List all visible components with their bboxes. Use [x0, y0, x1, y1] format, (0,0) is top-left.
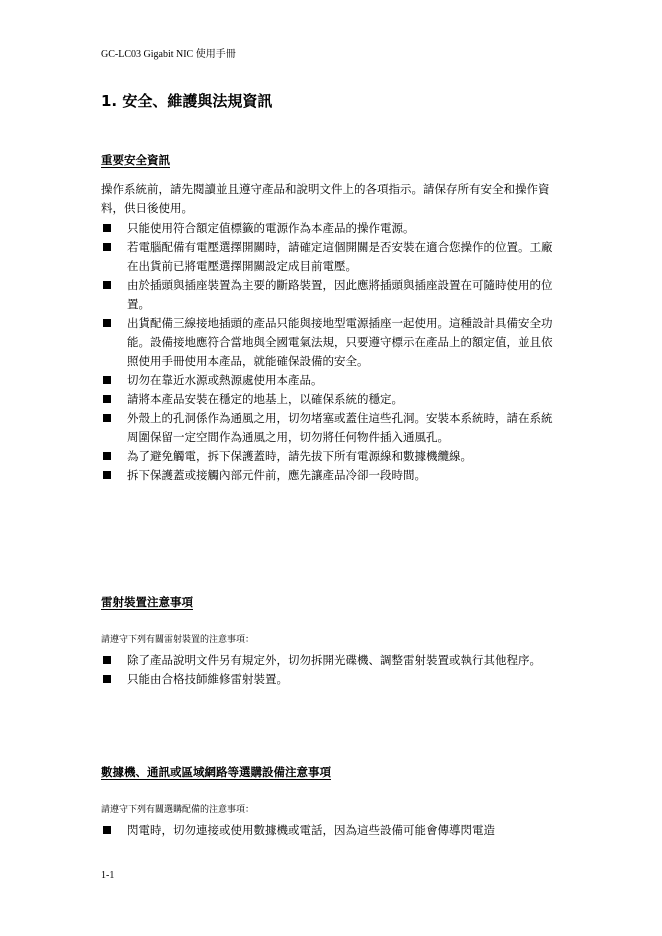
- page-number: 1-1: [101, 870, 115, 881]
- list-item: [101, 276, 561, 314]
- laser-section-title: 雷射裝置注意事項: [101, 595, 193, 609]
- list-item-text: 若電腦配備有電壓選擇開關時，請確定這個開關是否安裝在適合您操作的位置。工廠在出貨前已將電壓選擇開關設定成目前電壓。: [127, 240, 553, 273]
- laser-intro: 請遵守下列有關雷射裝置的注意事項：: [101, 635, 255, 645]
- list-item: [101, 314, 561, 371]
- list-item-text: 切勿在靠近水源或熱源處使用本產品。: [127, 373, 323, 387]
- safety-section-title: 重要安全資訊: [101, 153, 170, 167]
- chapter-title: 1. 安全、維護與法規資訊: [101, 92, 273, 110]
- running-header: GC-LC03 Gigabit NIC 使用手冊: [101, 49, 236, 60]
- list-item: [101, 238, 561, 276]
- list-item: [101, 670, 561, 689]
- list-item: [101, 409, 561, 447]
- list-item: [101, 447, 561, 466]
- list-item: [101, 390, 561, 409]
- laser-list: [101, 651, 561, 689]
- square-bullet-icon: [103, 826, 111, 834]
- safety-intro: 操作系統前，請先閱讀並且遵守產品和說明文件上的各項指示。請保存所有安全和操作資料，供日後使用。: [101, 182, 550, 215]
- modem-section-title: 數據機、通訊或區域網路等選購設備注意事項: [101, 765, 331, 779]
- list-item-text: 請將本產品安裝在穩定的地基上，以確保系統的穩定。: [127, 392, 403, 406]
- square-bullet-icon: [103, 471, 111, 479]
- list-item-text: 除了產品說明文件另有規定外，切勿拆開光碟機、調整雷射裝置或執行其他程序。: [127, 653, 541, 667]
- list-item: [101, 371, 561, 390]
- list-item-text: 由於插頭與插座裝置為主要的斷路裝置，因此應將插頭與插座設置在可隨時使用的位置。: [127, 278, 553, 311]
- list-item-text: 閃電時，切勿連接或使用數據機或電話，因為這些設備可能會傳導閃電造: [127, 823, 495, 837]
- list-item: [101, 651, 561, 670]
- square-bullet-icon: [103, 224, 111, 232]
- list-item: [101, 466, 561, 485]
- list-item: [101, 821, 561, 840]
- square-bullet-icon: [103, 675, 111, 683]
- modem-list: [101, 821, 561, 840]
- square-bullet-icon: [103, 376, 111, 384]
- list-item-text: 為了避免觸電，拆下保護蓋時，請先拔下所有電源線和數據機纜線。: [127, 449, 472, 463]
- modem-intro: 請遵守下列有關選購配備的注意事項：: [101, 805, 255, 815]
- list-item-text: 拆下保護蓋或接觸內部元件前，應先讓產品冷卻一段時間。: [127, 468, 426, 482]
- safety-list: [101, 219, 561, 485]
- square-bullet-icon: [103, 656, 111, 664]
- square-bullet-icon: [103, 281, 111, 289]
- square-bullet-icon: [103, 395, 111, 403]
- square-bullet-icon: [103, 243, 111, 251]
- square-bullet-icon: [103, 414, 111, 422]
- square-bullet-icon: [103, 452, 111, 460]
- square-bullet-icon: [103, 319, 111, 327]
- list-item-text: 只能使用符合額定值標籤的電源作為本產品的操作電源。: [127, 221, 415, 235]
- list-item-text: 外殼上的孔洞係作為通風之用，切勿堵塞或蓋住這些孔洞。安裝本系統時，請在系統周圍保留一定空間作為通風之用，切勿將任何物件插入通風孔。: [127, 411, 553, 444]
- list-item-text: 出貨配備三線接地插頭的產品只能與接地型電源插座一起使用。這種設計具備安全功能。設備接地應符合當地與全國電氣法規，只要遵守標示在產品上的額定值，並且依照使用手冊使用本產品，就能確保設備的安全。: [127, 316, 553, 368]
- list-item-text: 只能由合格技師維修雷射裝置。: [127, 672, 288, 686]
- list-item: [101, 219, 561, 238]
